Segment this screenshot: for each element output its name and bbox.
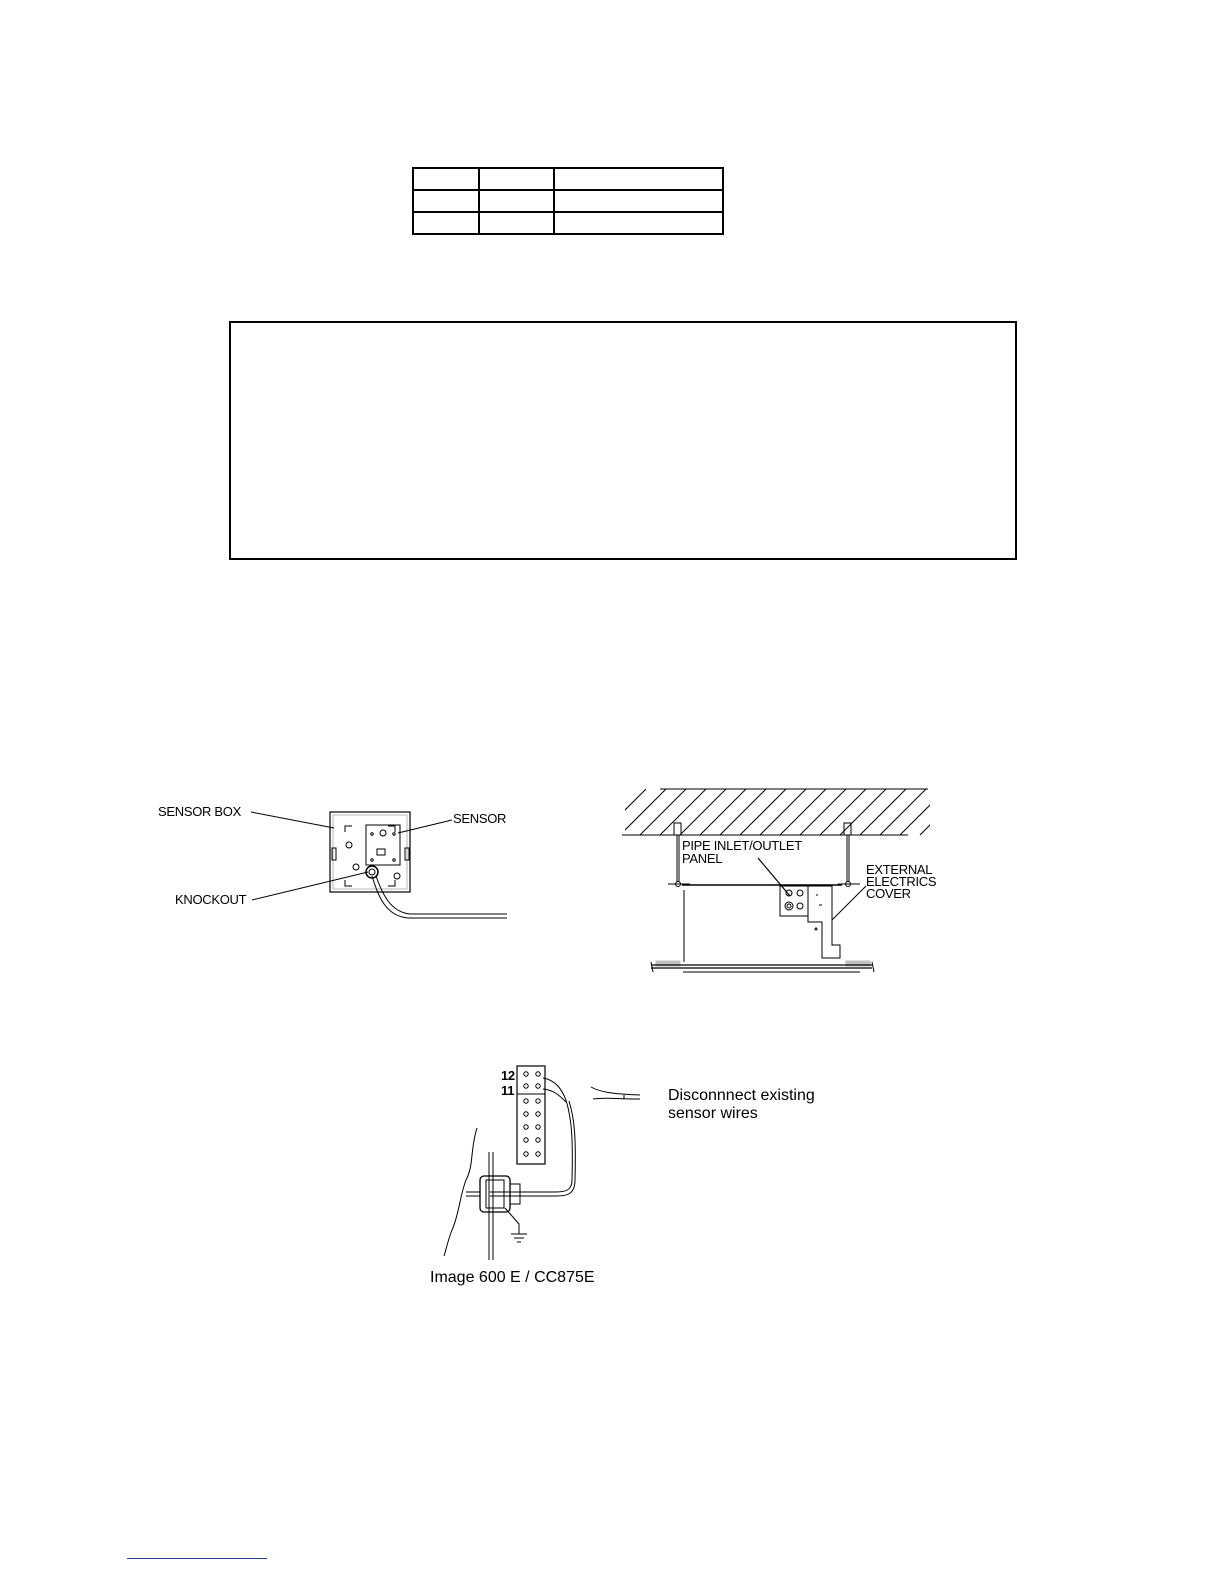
sensor-label: SENSOR — [453, 811, 507, 826]
table-cell — [554, 212, 723, 234]
electrics-label-line2: ELECTRICS — [866, 874, 937, 889]
electrics-label-line1: EXTERNAL — [866, 862, 933, 877]
table-cell — [479, 212, 554, 234]
spec-table — [412, 167, 724, 235]
table-cell — [413, 190, 479, 212]
instruction-line2: sensor wires — [668, 1105, 758, 1122]
table-row — [413, 190, 723, 212]
knockout-label: KNOCKOUT — [175, 892, 247, 907]
note-frame — [229, 321, 1017, 560]
electrics-label-line3: COVER — [866, 886, 911, 901]
table-cell — [554, 190, 723, 212]
pipe-panel-label-line1: PIPE INLET/OUTLET — [682, 838, 802, 853]
terminal-11-label: 11 — [501, 1083, 515, 1098]
instruction-line1: Disconnnect existing — [668, 1087, 815, 1104]
table-cell — [554, 168, 723, 190]
table-cell — [479, 190, 554, 212]
table-cell — [479, 168, 554, 190]
table-cell — [413, 212, 479, 234]
table-row — [413, 168, 723, 190]
pipe-panel-label-line2: PANEL — [682, 851, 723, 866]
sensor-box-label: SENSOR BOX — [158, 804, 241, 819]
figure-caption: Image 600 E / CC875E — [430, 1269, 595, 1286]
table-row — [413, 212, 723, 234]
terminal-12-label: 12 — [501, 1068, 515, 1083]
table-cell — [413, 168, 479, 190]
footer-rule — [127, 1558, 267, 1559]
